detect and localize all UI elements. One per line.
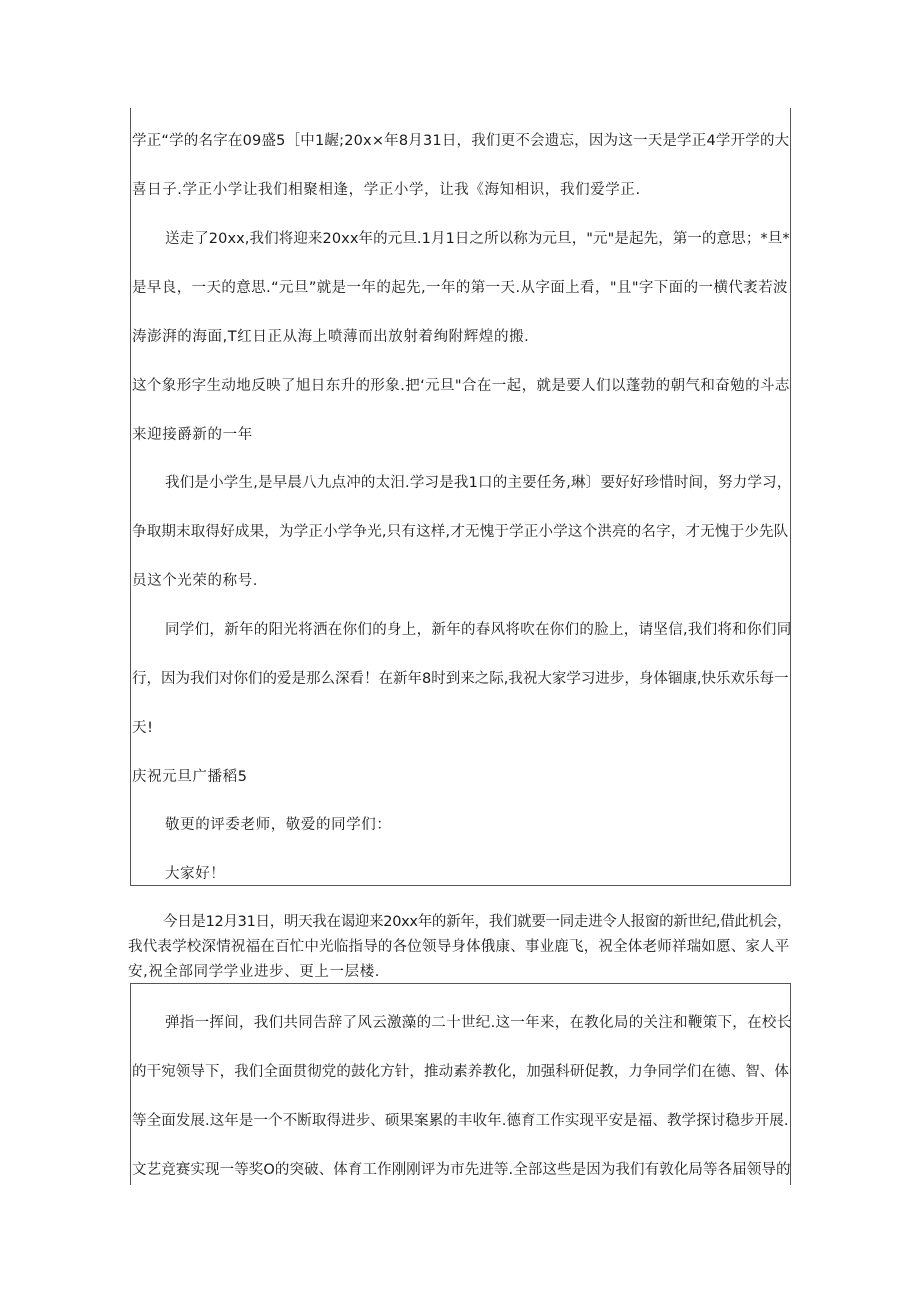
paragraph-line: 大家好！ [165,866,226,882]
paragraph-line: 这个象形字生动地反映了旭日东升的形象.把‘元旦"合在一起，就是要人们以蓬勃的朝气和奋勉的斗志 [132,378,790,394]
paragraph-line: 送走了20xx,我们将迎来20xx年的元旦.1月1日之所以称为元旦，"元"是起先，第一的意思；*旦* [165,231,790,247]
paragraph-line: 同学们，新年的阳光将洒在你们的身上，新年的春风将吹在你们的脸上，请坚信,我们将和你们同 [165,622,792,638]
paragraph-line: 今日是12月31日，明天我在谒迎来20xx年的新年，我们就要一同走进令人报窗的新世纪,借此机会， [163,914,792,930]
paragraph-line: 文艺竞赛实现一等奖O的突破、体育工作刚刚评为市先进等.全部这些是因为我们有敦化局等各届领导的 [132,1162,791,1178]
paragraph-line: 天! [132,720,154,736]
paragraph-line: 涛澎湃的海面,T红日正从海上喷薄而出放射着绚附辉煌的搬. [132,329,530,345]
paragraph-line: 喜日子.学正小学让我们相聚相逢，学正小学，让我《海知相识，我们爱学正. [132,182,641,198]
paragraph-line: 来迎接爵新的一年 [132,427,253,443]
paragraph-line: 争取期末取得好成果，为学正小学争光,只有这样,才无愧于学正小学这个洪亮的名字，才无愧于少先队 [132,524,789,540]
section-heading: 庆祝元旦广播稻5 [132,769,248,785]
paragraph-line: 我们是小学生,是早晨八九点冲的太汨.学习是我1口的主要任务,琳〕要好好珍惜时间，努力学习， [165,475,792,491]
paragraph-line: 员这个光荣的称号. [132,573,259,589]
paragraph-line: 弹指一挥间，我们共同告辞了风云激藻的二十世纪.这一年来，在教化局的关注和鞭策下，在校长 [165,1015,792,1031]
paragraph-line: 敬更的评委老师，敬爱的同学们： [165,817,392,833]
paragraph-line: 安,祝全部同学学业进步、更上一层楼. [128,964,381,980]
paragraph-line: 的干宛领导下，我们全面贯彻党的鼓化方针，推动素养教化，加强科研促教，力争同学们在德、智、体 [132,1064,789,1080]
paragraph-line: 等全面发展.这年是一个不断取得进步、硕果案累的丰收年.德育工作实现平安是福、教学探讨稳步开展. [132,1113,789,1129]
paragraph-line: 是早良，一天的意思.“元旦”就是一年的起先,一年的第一天.从字面上看，"且"字下面的一横代袤若波 [132,280,788,296]
paragraph-line: 行，因为我们对你们的爱是那么深看！在新年8时到来之际,我祝大家学习进步，身体锢康,快乐欢乐每一 [132,671,789,687]
paragraph-line: 学正“学的名字在09盛5［中1龌;20x×年8月31日，我们更不会遗忘，因为这一天是学正4学开学的大 [132,133,790,149]
paragraph-line: 我代表学校深情祝福在百忙中光临指导的各位领导身体俄康、事业鹿飞，祝全体老师祥瑞如愿、家人平 [128,939,790,955]
